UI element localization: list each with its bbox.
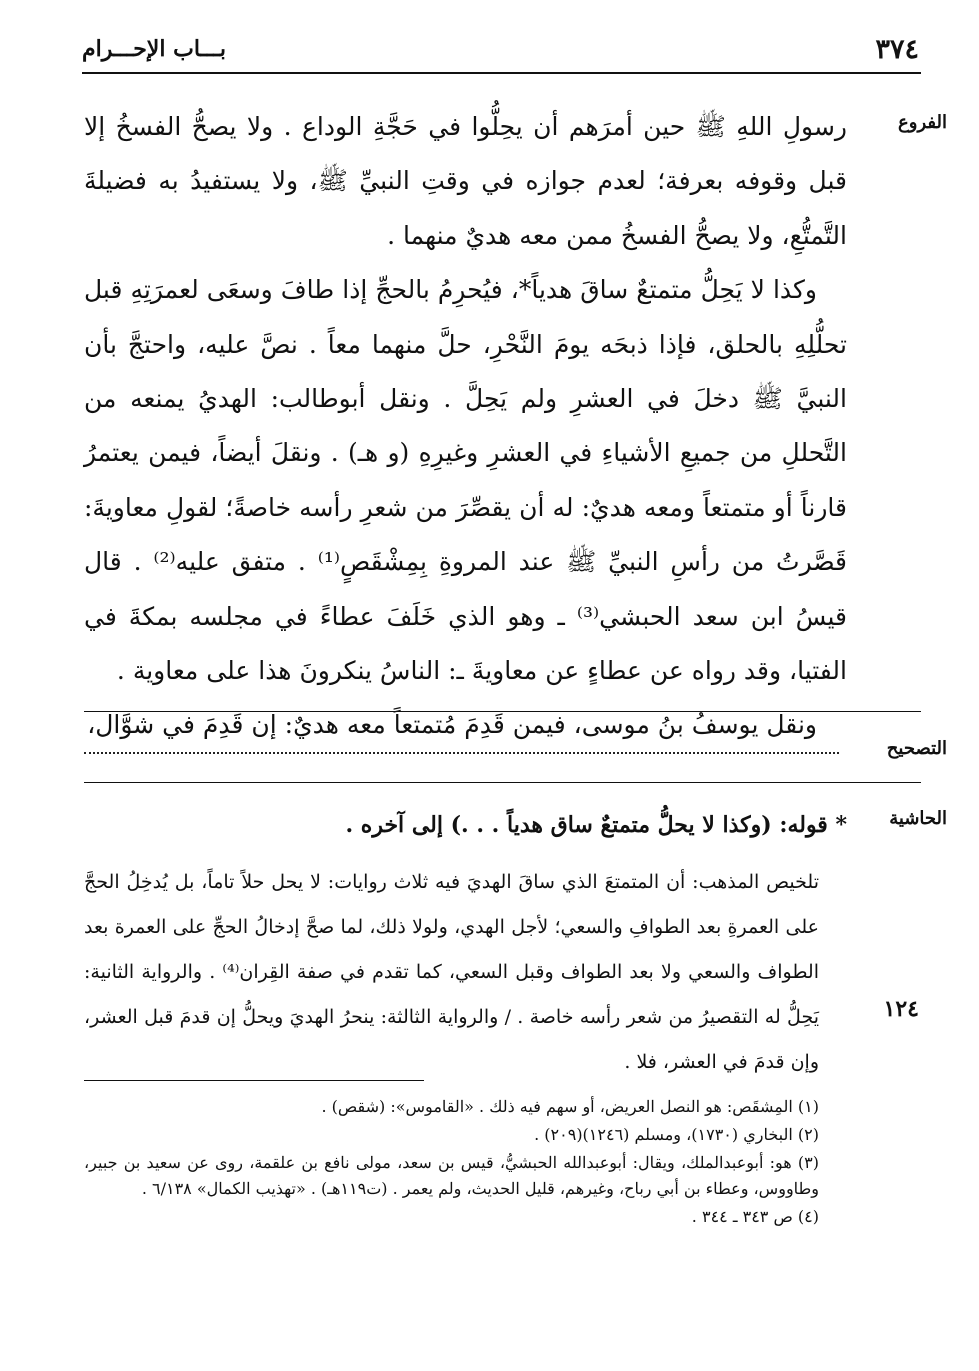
- hashiya-heading: * قوله: (وكذا لا يحلُّ متمتعٌ ساق هدياً . . .) إلى آخره .: [345, 812, 847, 838]
- footnote-3: (٣) هو: أبوعبدالملك، ويقال: أبوعبدالله الحبشيُّ، قيس بن سعد، مولى نافع بن علقمة، روى عن سعيد بن جبير، وطاووس، وعطاء بن أبي رباح، وغيرهم، قليل الحديث، ولم يعمر . (ت١١٩هـ) . «تهذيب الكمال» ٦/١٣٨ .: [84, 1153, 819, 1198]
- manuscript-page-ref: ١٢٤: [883, 996, 919, 1022]
- section-rule-bottom: [84, 782, 921, 783]
- footnote-4: (٤) ص ٣٤٣ ـ ٣٤٤ .: [691, 1207, 819, 1226]
- label-hashiya: الحاشية: [889, 808, 947, 829]
- page-number: ٣٧٤: [875, 34, 919, 65]
- footnotes: [84, 1094, 819, 1232]
- hashiya-body: [84, 860, 819, 1085]
- tashih-dotted-line: [84, 752, 839, 754]
- footnote-1: (١) المِشقَص: هو النصل العريض، أو سهم فيه ذلك . «القاموس»: (شقص) .: [321, 1097, 819, 1116]
- label-furu: الفروع: [898, 112, 947, 133]
- main-text: [84, 100, 847, 753]
- main-paragraph-2: وكذا لا يَحِلُّ متمتعٌ ساقَ هدياً*، فيُحرِمُ بالحجِّ إذا طافَ وسعَى لعمرَتِهِ قبل تحلُّلِهِ بالحلق، فإذا ذبحَه يومَ النَّحْرِ، حلَّ منهما معاً . نصَّ عليه، واحتجَّ بأن النبيَّ ﷺ دخلَ في العشرِ ولم يَحِلَّ . ونقل أبوطالب: الهديُ يمنعه من التَّحللِ من جميعِ الأشياءِ في العشرِ وغيرِهِ (و هـ) . ونقلَ أيضاً، فيمن يعتمرُ قارناً أو متمتعاً ومعه هديٌ: له أن يقصِّرَ من شعرِ رأسه خاصةً؛ لقولِ معاويةَ: قَصَّرتُ من رأسِ النبيِّ ﷺ عند المروةِ بِمِشْقَصٍ⁽¹⁾ . متفق عليه⁽²⁾ . قال قيسُ ابن سعد الحبشي⁽³⁾ ـ وهو الذي خَلَفَ عطاءً في مجلسه بمكةَ في الفتيا، وقد رواه عن عطاءٍ عن معاويةَ ـ: الناسُ ينكرونَ هذا على معاوية .: [84, 275, 848, 686]
- footnote-rule: [84, 1080, 424, 1081]
- main-paragraph-3: ونقل يوسفُ بنُ موسى، فيمن قَدِمَ مُتمتعاً معه هديٌ: إن قَدِمَ في شوَّال،: [87, 710, 817, 740]
- chapter-title: بـــاب الإحـــرام: [82, 36, 226, 62]
- label-tashih: التصحيح: [886, 738, 947, 759]
- header-rule: [82, 72, 921, 74]
- hashiya-text: تلخيص المذهب: أن المتمتعَ الذي ساقَ الهديَ فيه ثلاث روايات: لا يحل حلاً تاماً، بل يُدخِلُ الحجَّ على العمرةِ بعد الطوافِ والسعي؛ لأجل الهدي، ولولا ذلك، لما صحَّ إدخالُ الحجِّ على العمرة بعد الطواف والسعي ولا بعد الطواف وقبل السعي، كما تقدم في صفة القِران⁽⁴⁾ . والرواية الثانية: يَحِلُّ له التقصيرُ من شعر رأسه خاصة . / والرواية الثالثة: ينحرُ الهديَ ويحلُّ إن قدمَ قبل العشر، وإن قدمَ في العشر، فلا .: [84, 871, 819, 1073]
- main-paragraph-1: رسولِ اللهِ ﷺ حين أمرَهم أن يحِلُّوا في حَجَّةِ الوداع . ولا يصحُّ الفسخُ إلا قبل وقوفه بعرفة؛ لعدم جوازه في وقتِ النبيِّ ﷺ، ولا يستفيدُ به فضيلةَ التَّمتُّعِ، ولا يصحُّ الفسخُ ممن معه هديٌ منهما .: [84, 112, 847, 250]
- section-rule-top: [84, 711, 921, 712]
- footnote-2: (٢) البخاري (١٧٣٠)، ومسلم (١٢٤٦)(٢٠٩) .: [534, 1125, 819, 1144]
